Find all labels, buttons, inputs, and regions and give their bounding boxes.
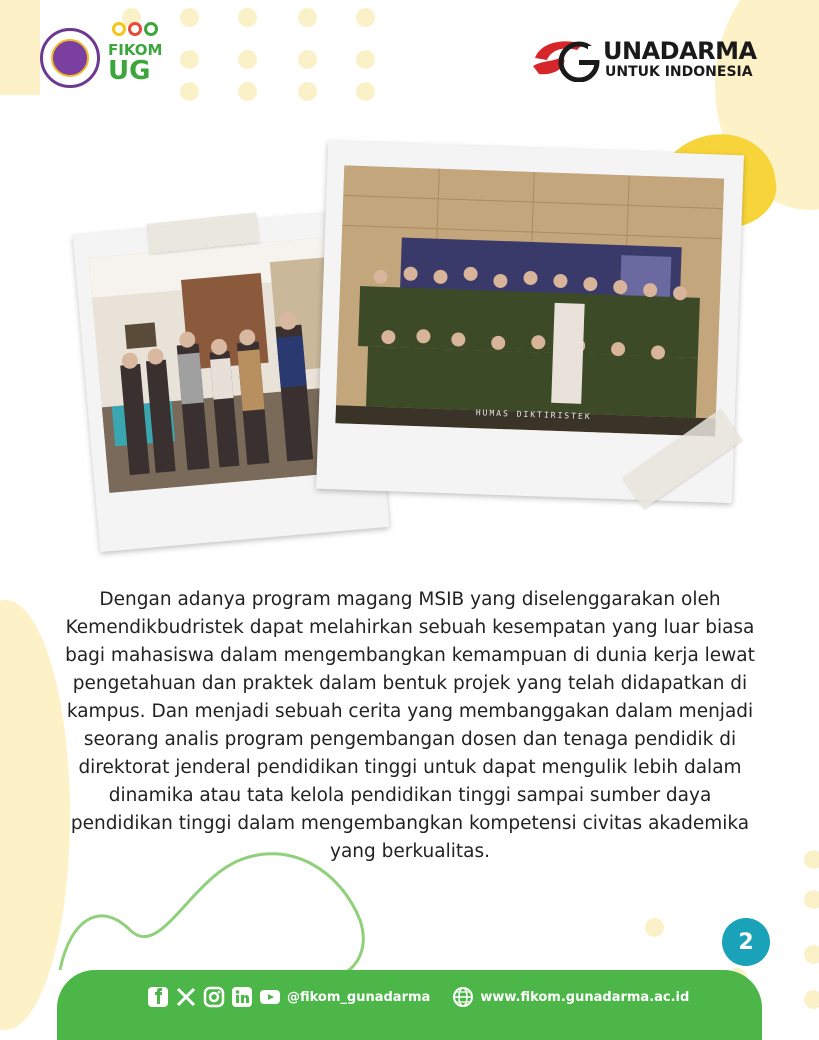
website-link[interactable]: www.fikom.gunadarma.ac.id	[480, 989, 690, 1005]
footer-content	[147, 970, 689, 1024]
fikom-logo	[108, 22, 168, 94]
gunadarma-g-icon	[533, 36, 605, 82]
social-handle[interactable]: @fikom_gunadarma	[287, 989, 431, 1005]
body-paragraph: Dengan adanya program magang MSIB yang diselenggarakan oleh Kemendikbudristek dapat melahirkan sebuah kesempatan yang luar biasa bagi mahasiswa dalam mengembangkan kemampuan di dunia kerja lewat pengetahuan dan praktek dalam bentuk projek yang telah didapatkan di kampus. Dan menjadi sebuah cerita yang membanggakan dalam menjadi seorang analis program pengembangan dosen dan tenaga pendidik di direktorat jenderal pendidikan tinggi untuk dapat mengulik lebih dalam dinamika atau tata kelola pendidikan tinggi sampai sumber daya pendidikan tinggi dalam mengembangkan kompetensi civitas akademika yang berkualitas.	[65, 589, 755, 862]
gunadarma-subtitle: UNTUK INDONESIA	[605, 64, 753, 80]
fikom-rings-icon	[112, 22, 168, 42]
university-logo-emblem	[51, 39, 89, 77]
page-number-badge: 2	[722, 918, 770, 966]
gunadarma-logo	[533, 36, 783, 86]
x-icon[interactable]	[175, 986, 197, 1008]
linkedin-icon[interactable]	[231, 986, 253, 1008]
decor-corner	[0, 0, 40, 95]
facebook-icon[interactable]	[147, 986, 169, 1008]
fikom-label: FIKOM	[108, 41, 163, 59]
youtube-icon[interactable]	[259, 986, 281, 1008]
instagram-icon[interactable]	[203, 986, 225, 1008]
globe-icon	[452, 986, 474, 1008]
footer-bar	[57, 970, 762, 1040]
photo-caption: HUMAS DIKTIRISTEK	[475, 408, 592, 422]
university-logo	[40, 28, 100, 88]
ug-label: UG	[108, 56, 151, 86]
gunadarma-title: UNADARMA	[603, 37, 757, 65]
big-photo-group	[335, 165, 724, 436]
